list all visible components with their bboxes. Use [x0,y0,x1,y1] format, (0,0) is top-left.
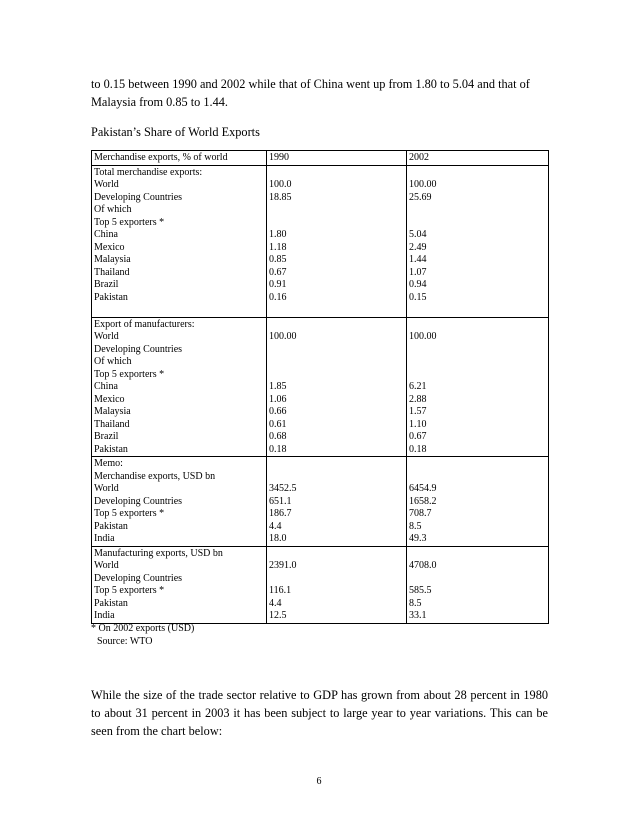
section-2002-cell [407,317,549,457]
value-2002: 100.00 [409,179,437,190]
value-1990: 18.0 [269,533,287,544]
value-1990: 0.67 [269,266,287,278]
value-1990 [269,217,404,230]
row-label: Thailand [94,418,130,430]
value-1990: 0.61 [269,418,287,430]
section-label-cell [92,317,267,457]
value-2002: 0.67 [409,431,427,442]
row-label: India [94,610,115,621]
value-1990: 116.1 [269,585,292,596]
row-label: Brazil [94,431,119,442]
row-label: Top 5 exporters * [94,508,165,519]
closing-paragraph: While the size of the trade sector relative to GDP has grown from about 28 percent in 1980 to about 31 percent in 2003 it has been subject to large year to year variations. This can be seen from the chart below: [91,688,548,738]
exports-table-body [92,151,549,624]
value-2002 [409,319,546,332]
header-1990-cell: 1990 [267,151,407,166]
value-2002: 6.21 [409,381,427,392]
row-label [94,304,264,317]
value-1990 [269,204,404,217]
value-2002: 0.18 [409,443,427,455]
section-label-cell [92,165,267,317]
row-label: Brazil [94,279,119,290]
value-2002: 1658.2 [409,495,437,507]
table-section-row [92,546,549,623]
value-2002: 33.1 [409,610,427,621]
row-label: Of which [94,204,132,215]
value-2002: 8.5 [409,597,422,609]
value-1990: 4.4 [269,597,282,609]
value-1990 [269,458,404,471]
table-section-row [92,317,549,457]
value-1990: 1.06 [269,393,287,405]
row-label: World [94,331,119,342]
row-label: Top 5 exporters * [94,216,165,228]
value-2002 [409,471,546,484]
table-section-row [92,165,549,317]
row-label: World [94,483,119,494]
row-label: Export of manufacturers: [94,318,195,330]
value-1990 [269,369,404,382]
value-1990: 1.80 [269,229,287,240]
value-1990 [269,548,404,561]
row-label: Malaysia [94,406,131,417]
value-1990: 100.00 [269,331,297,342]
value-2002: 4708.0 [409,560,437,571]
page-number: 6 [316,776,322,787]
row-label: World [94,560,119,571]
value-2002: 1.57 [409,406,427,417]
value-1990: 18.85 [269,191,292,203]
row-label: Memo: [94,458,123,469]
section-1990-cell [267,546,407,623]
value-2002 [409,344,546,357]
value-1990 [269,573,404,586]
row-label: Top 5 exporters * [94,368,165,380]
value-2002: 49.3 [409,533,427,544]
value-2002 [409,356,546,369]
value-1990: 0.66 [269,406,287,417]
table-section-row [92,457,549,547]
row-label: India [94,533,115,544]
row-label: Merchandise exports, USD bn [94,470,216,482]
table-caption: Pakistan’s Share of World Exports [91,125,260,139]
value-2002: 5.04 [409,229,427,240]
row-label: Pakistan [94,291,128,303]
value-1990: 3452.5 [269,483,297,494]
value-2002: 2.88 [409,393,427,405]
value-2002: 0.94 [409,279,427,290]
row-label: Developing Countries [94,572,183,584]
value-1990: 2391.0 [269,560,297,571]
intro-paragraph [91,75,548,111]
footnote: * On 2002 exports (USD) [91,623,195,634]
row-label: Pakistan [94,520,128,532]
value-2002: 8.5 [409,520,422,532]
intro-line-2: Malaysia from 0.85 to 1.44. [91,95,228,109]
section-2002-cell [407,457,549,547]
source-note: Source: WTO [97,635,153,647]
value-1990 [269,319,404,332]
value-2002: 585.5 [409,585,432,596]
value-1990: 100.0 [269,179,292,190]
section-1990-cell [267,317,407,457]
section-1990-cell [267,457,407,547]
section-2002-cell [407,165,549,317]
value-1990: 0.18 [269,443,287,455]
row-label: Manufacturing exports, USD bn [94,547,223,559]
row-label: Developing Countries [94,191,183,203]
row-label: World [94,179,119,190]
value-1990 [269,304,404,317]
section-1990-cell [267,165,407,317]
table-notes [91,623,194,648]
value-1990: 0.85 [269,254,287,265]
row-label: China [94,381,118,392]
intro-line-1: to 0.15 between 1990 and 2002 while that of China went up from 1.80 to 5.04 and that of [91,77,530,91]
value-1990: 0.91 [269,279,287,290]
row-label: Total merchandise exports: [94,166,203,178]
value-2002: 1.10 [409,418,427,430]
header-2002-cell: 2002 [407,151,549,166]
value-1990: 0.68 [269,431,287,442]
value-2002: 1.07 [409,266,427,278]
value-2002 [409,204,546,217]
value-1990: 186.7 [269,508,292,519]
row-label: Developing Countries [94,343,183,355]
value-2002 [409,458,546,471]
value-2002: 1.44 [409,254,427,265]
value-1990: 1.85 [269,381,287,392]
section-label-cell [92,457,267,547]
row-label: Mexico [94,393,125,405]
header-label-cell: Merchandise exports, % of world [92,151,267,166]
value-1990 [269,471,404,484]
section-label-cell [92,546,267,623]
value-2002: 2.49 [409,241,427,253]
value-2002 [409,548,546,561]
row-label: Malaysia [94,254,131,265]
value-1990: 1.18 [269,241,287,253]
row-label: Mexico [94,241,125,253]
value-1990: 12.5 [269,610,287,621]
row-label: Pakistan [94,443,128,455]
value-1990: 651.1 [269,495,292,507]
value-1990: 0.16 [269,291,287,303]
value-1990 [269,344,404,357]
row-label: China [94,229,118,240]
exports-table [91,150,549,624]
value-1990 [269,356,404,369]
value-2002 [409,369,546,382]
value-2002: 25.69 [409,191,432,203]
value-2002 [409,573,546,586]
section-2002-cell [407,546,549,623]
row-label: Pakistan [94,597,128,609]
row-label: Thailand [94,266,130,278]
value-2002: 100.00 [409,331,437,342]
table-header-row [92,151,549,166]
row-label: Top 5 exporters * [94,585,165,596]
row-label: Developing Countries [94,495,183,507]
row-label: Of which [94,356,132,367]
value-2002: 708.7 [409,508,432,519]
value-2002: 6454.9 [409,483,437,494]
value-2002 [409,217,546,230]
value-2002 [409,167,546,180]
value-2002 [409,304,546,317]
value-2002: 0.15 [409,291,427,303]
value-1990: 4.4 [269,520,282,532]
value-1990 [269,167,404,180]
